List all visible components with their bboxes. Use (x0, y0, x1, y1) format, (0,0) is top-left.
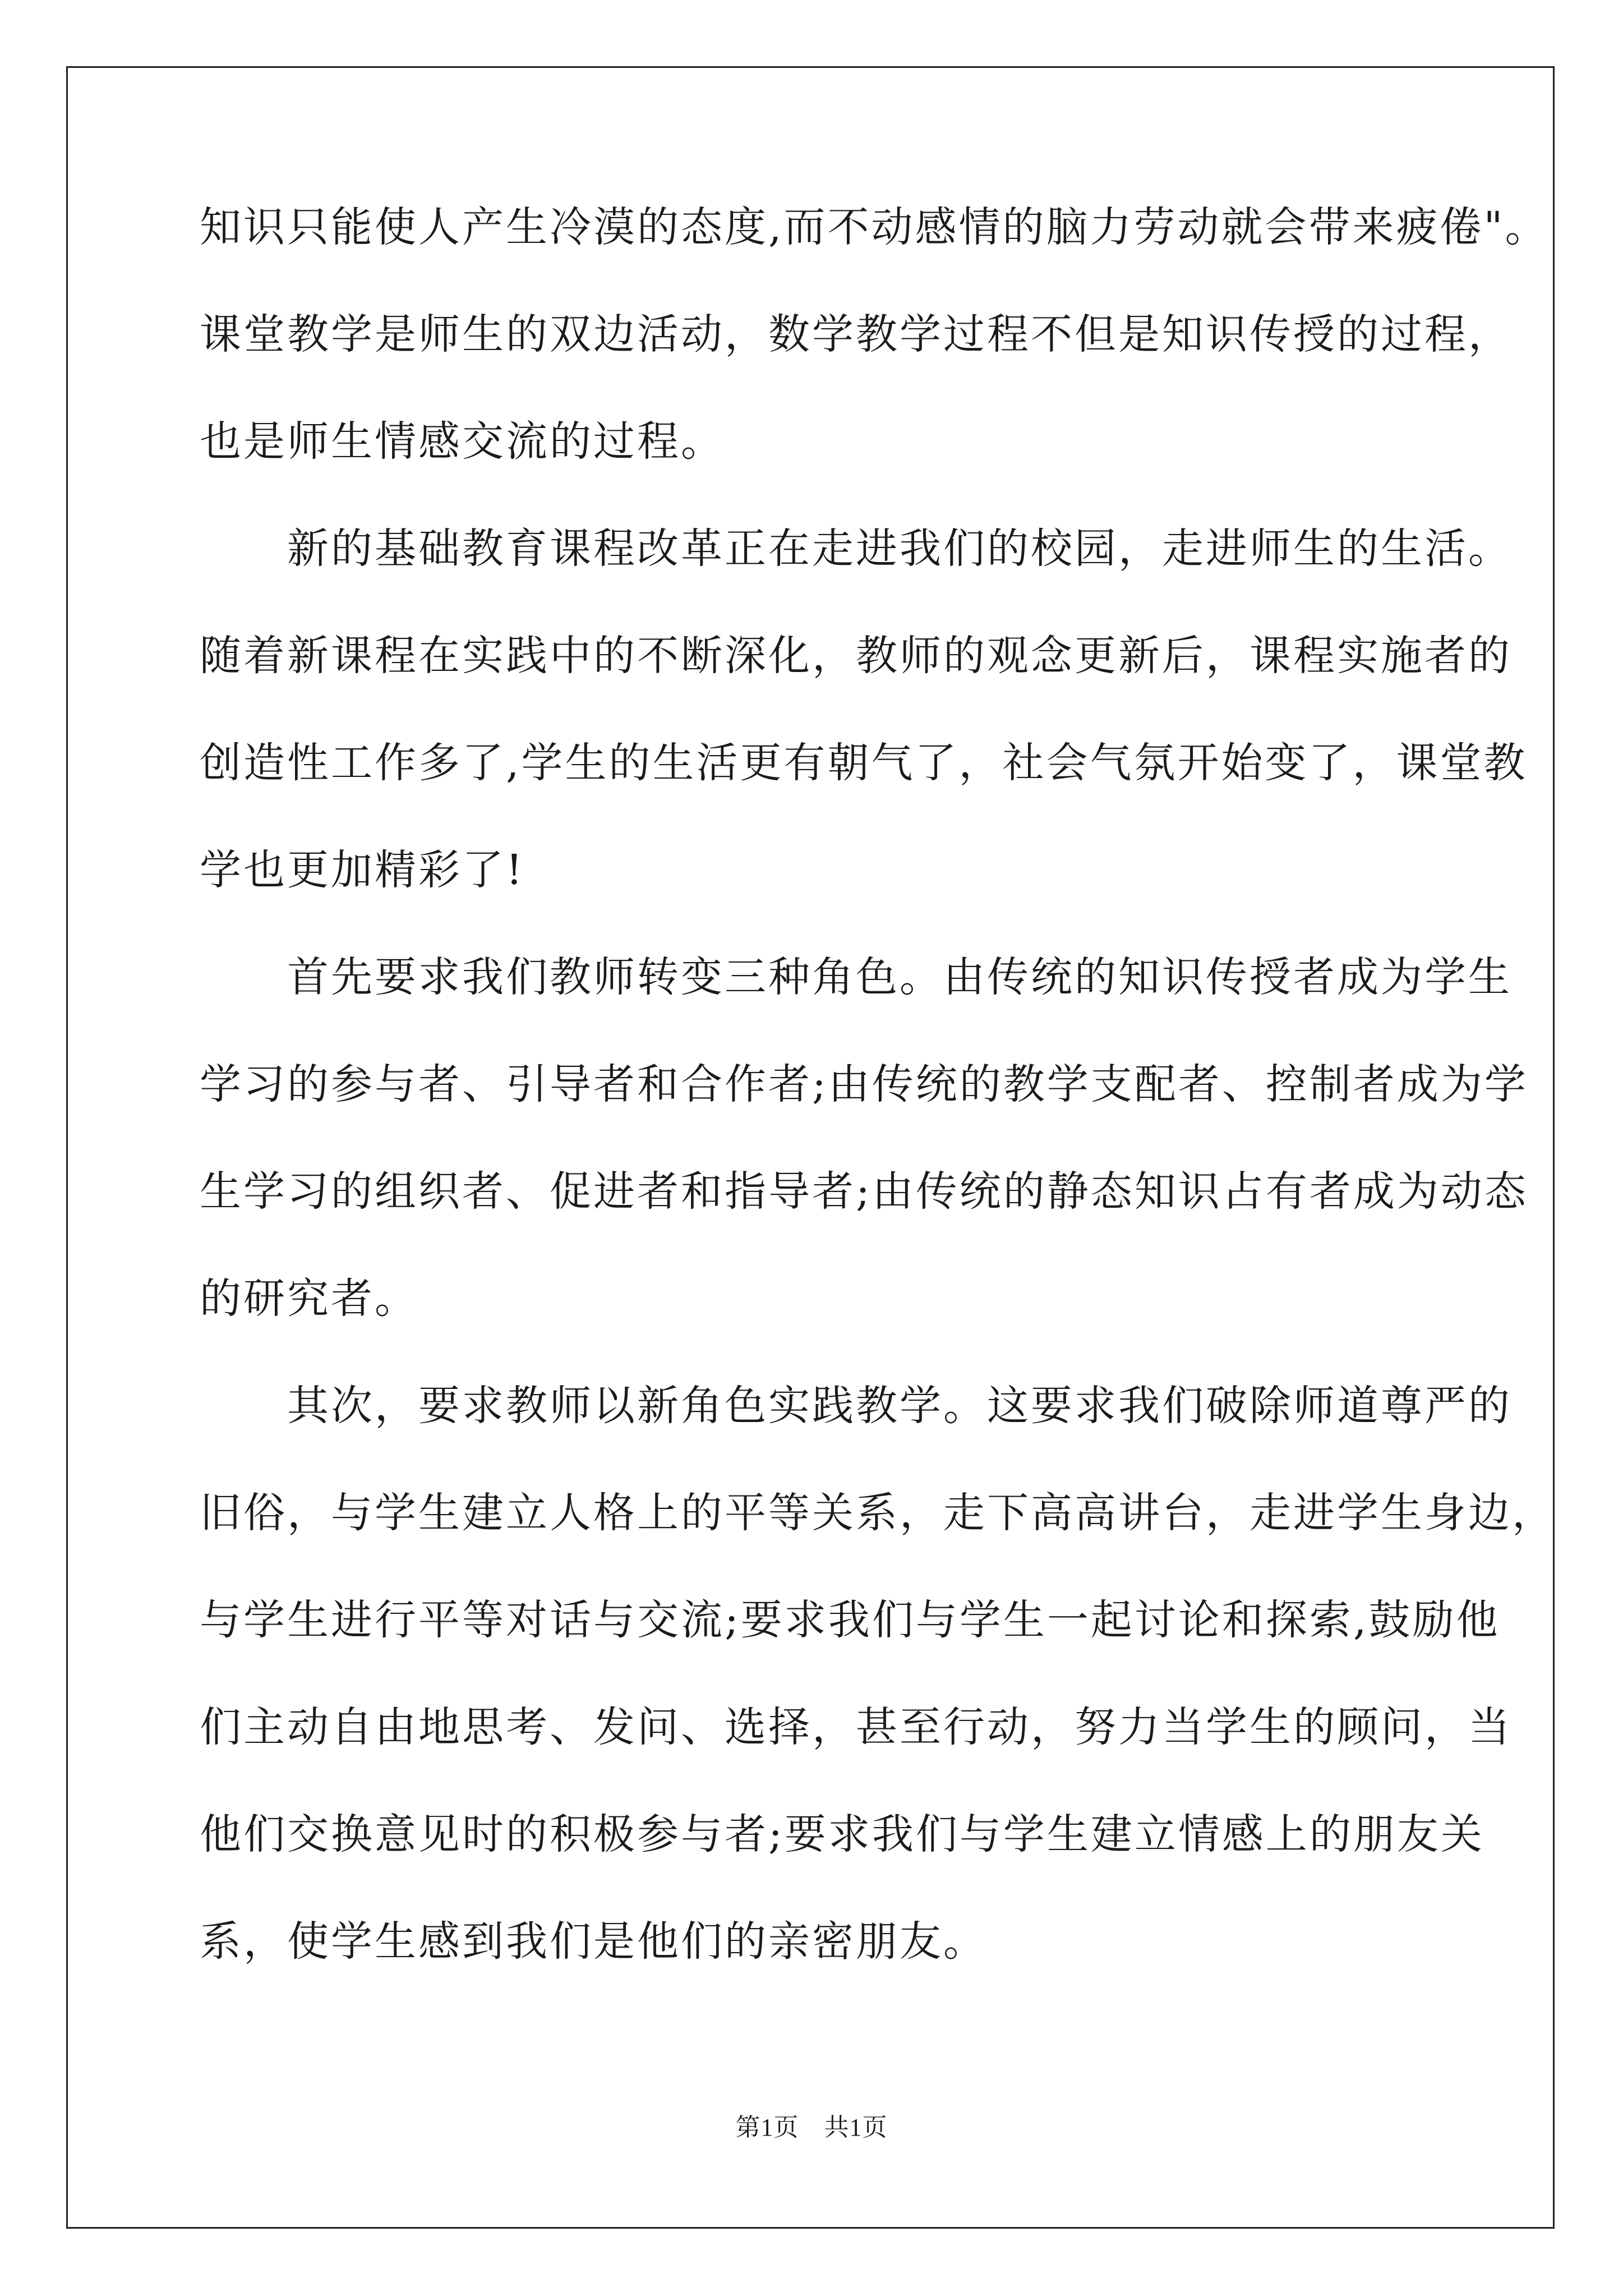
text-line-5: 随着新课程在实践中的不断深化，教师的观念更新后，课程实施者的 (200, 632, 1512, 680)
text-line-10: 生学习的组织者、促进者和指导者;由传统的静态知识占有者成为动态 (200, 1167, 1528, 1216)
text-line-14: 与学生进行平等对话与交流;要求我们与学生一起讨论和探索,鼓励他 (200, 1596, 1500, 1644)
page-footer (0, 2114, 1623, 2142)
text-line-11: 的研究者。 (200, 1274, 418, 1323)
text-line-17: 系，使学生感到我们是他们的亲密朋友。 (200, 1917, 987, 1966)
text-line-7: 学也更加精彩了! (200, 846, 525, 894)
page-frame (66, 66, 1555, 2229)
text-line-3: 也是师生情感交流的过程。 (200, 417, 725, 466)
text-line-8: 首先要求我们教师转变三种角色。由传统的知识传授者成为学生 (200, 953, 1512, 1001)
text-line-16: 他们交换意见时的积极参与者;要求我们与学生建立情感上的朋友关 (200, 1810, 1484, 1858)
text-line-2: 课堂教学是师生的双边活动，数学教学过程不但是知识传授的过程， (200, 310, 1512, 358)
text-line-12: 其次，要求教师以新角色实践教学。这要求我们破除师道尊严的 (200, 1382, 1512, 1430)
text-line-15: 们主动自由地思考、发问、选择，甚至行动，努力当学生的顾问，当 (200, 1703, 1512, 1751)
text-line-4: 新的基础教育课程改革正在走进我们的校园，走进师生的生活。 (200, 524, 1512, 573)
text-line-1: 知识只能使人产生冷漠的态度,而不动感情的脑力劳动就会带来疲倦"。 (200, 203, 1549, 251)
text-line-9: 学习的参与者、引导者和合作者;由传统的教学支配者、控制者成为学 (200, 1060, 1528, 1108)
page-number-label: 第1页 共1页 (735, 2114, 888, 2141)
text-line-6: 创造性工作多了,学生的生活更有朝气了，社会气氛开始变了，课堂教 (200, 739, 1528, 787)
text-line-13: 旧俗，与学生建立人格上的平等关系，走下高高讲台，走进学生身边， (200, 1489, 1556, 1537)
